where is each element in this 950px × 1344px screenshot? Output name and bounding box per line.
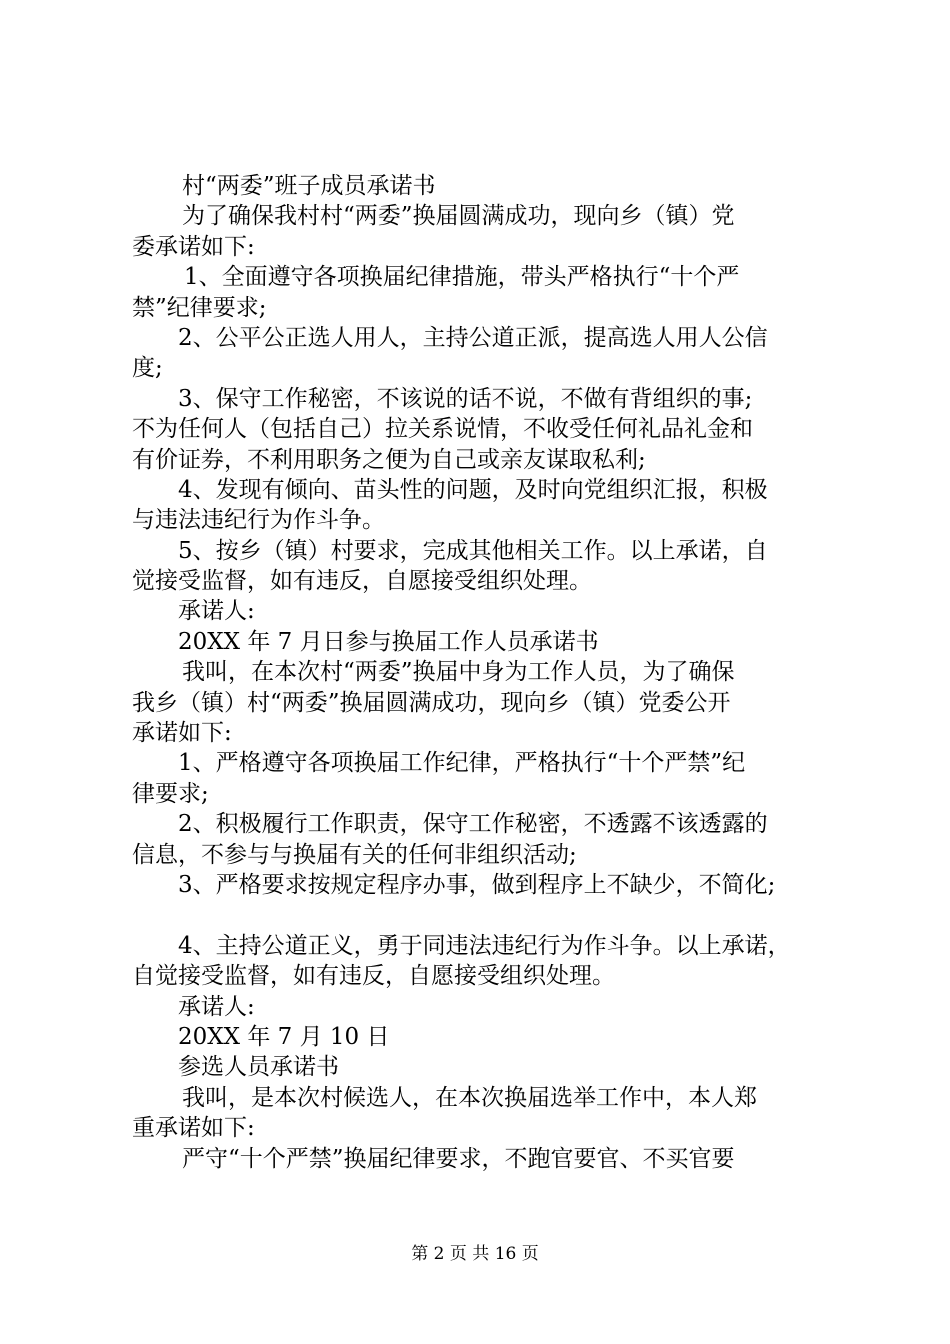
- paragraph-line: 度;: [132, 355, 163, 382]
- paragraph-line: 4、发现有倾向、苗头性的问题，及时向党组织汇报，积极: [178, 476, 768, 503]
- blank-line: [132, 900, 832, 930]
- paragraph-line: 为了确保我村村“两委”换届圆满成功，现向乡（镇）党: [182, 203, 735, 230]
- paragraph-line: 1、全面遵守各项换届纪律措施，带头严格执行“十个严: [184, 264, 740, 291]
- paragraph-line: 承诺如下:: [132, 720, 232, 747]
- page-number-footer: 第 2 页 共 16 页: [411, 1244, 539, 1264]
- paragraph-line: 自觉接受监督，如有违反，自愿接受组织处理。: [132, 963, 615, 990]
- paragraph-line: 2、公平公正选人用人，主持公道正派，提高选人用人公信: [178, 324, 768, 351]
- paragraph-line: 重承诺如下:: [132, 1115, 255, 1142]
- paragraph-line: 4、主持公道正义，勇于同违法违纪行为作斗争。以上承诺，: [178, 932, 791, 959]
- paragraph-line: 不为任何人（包括自己）拉关系说情，不收受任何礼品礼金和: [132, 416, 753, 443]
- paragraph-line: 3、保守工作秘密，不该说的话不说，不做有背组织的事;: [178, 385, 753, 412]
- paragraph-line: 与违法违纪行为作斗争。: [132, 507, 385, 534]
- document-body: [132, 171, 832, 1174]
- paragraph-line: 2、积极履行工作职责，保守工作秘密，不透露不该透露的: [178, 811, 768, 838]
- paragraph-line: 严守“十个严禁”换届纪律要求，不跑官要官、不买官要: [182, 1145, 735, 1172]
- section-title: 20XX 年 7 月日参与换届工作人员承诺书: [178, 628, 599, 655]
- paragraph-line: 3、严格要求按规定程序办事，做到程序上不缺少，不简化;: [178, 871, 776, 898]
- paragraph-line: 禁”纪律要求;: [132, 294, 267, 321]
- signature-label: 承诺人:: [178, 993, 255, 1020]
- paragraph-line: 觉接受监督，如有违反，自愿接受组织处理。: [132, 568, 592, 595]
- paragraph-line: 有价证券，不利用职务之便为自己或亲友谋取私利;: [132, 446, 646, 473]
- date-line: 20XX 年 7 月 10 日: [178, 1023, 390, 1050]
- paragraph-line: 我乡（镇）村“两委”换届圆满成功，现向乡（镇）党委公开: [132, 689, 731, 716]
- paragraph-line: 信息，不参与与换届有关的任何非组织活动;: [132, 841, 577, 868]
- section-title: 参选人员承诺书: [178, 1054, 339, 1081]
- paragraph-line: 1、严格遵守各项换届工作纪律，严格执行“十个严禁”纪: [178, 750, 746, 777]
- signature-label: 承诺人:: [178, 598, 255, 625]
- paragraph-line: 我叫，在本次村“两委”换届中身为工作人员，为了确保: [182, 659, 735, 686]
- paragraph-line: 律要求;: [132, 780, 209, 807]
- paragraph-line: 5、按乡（镇）村要求，完成其他相关工作。以上承诺，自: [178, 537, 768, 564]
- paragraph-line: 委承诺如下:: [132, 233, 255, 260]
- section-title: 村“两委”班子成员承诺书: [182, 173, 436, 199]
- paragraph-line: 我叫，是本次村候选人，在本次换届选举工作中，本人郑: [182, 1084, 757, 1111]
